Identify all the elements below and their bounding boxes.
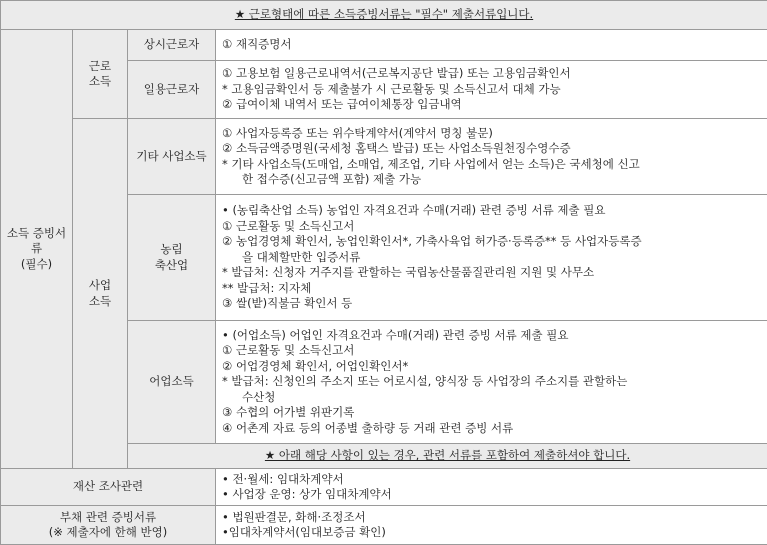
fishery-doc-line: ④ 어촌계 자료 등의 어종별 출하량 등 거래 관련 증빙 서류 bbox=[222, 421, 767, 437]
daily-doc-line: ② 급여이체 내역서 또는 급여이체통장 입금내역 bbox=[222, 97, 767, 113]
property-docs bbox=[216, 469, 767, 506]
farm-doc-line: ③ 쌀(밭)직불금 확인서 등 bbox=[222, 296, 767, 312]
farm-doc-line: * 발급처: 신청자 거주지를 관할하는 국립농산물품질관리원 지원 및 사무소 bbox=[222, 265, 767, 281]
regular-worker-label: 상시근로자 bbox=[128, 30, 216, 61]
fishery-doc-line: ③ 수협의 어가별 위판기록 bbox=[222, 405, 767, 421]
other-business-label: 기타 사업소득 bbox=[128, 119, 216, 195]
business-income-label bbox=[73, 119, 128, 469]
debt-docs bbox=[216, 506, 767, 545]
income-proof-label-line3: (필수) bbox=[3, 257, 70, 273]
labor-income-label bbox=[73, 30, 128, 119]
fishery-label: 어업소득 bbox=[128, 321, 216, 444]
farm-docs bbox=[216, 195, 767, 321]
income-proof-label bbox=[1, 30, 73, 469]
farm-doc-line: ① 근로활동 및 소득신고서 bbox=[222, 219, 767, 235]
fishery-docs bbox=[216, 321, 767, 444]
farm-label-line1: 농림 bbox=[130, 242, 213, 258]
additional-docs-header: ★ 아래 해당 사항이 있는 경우, 관련 서류를 포함하여 제출하셔야 합니다. bbox=[128, 444, 767, 469]
other-doc-line: ② 소득금액증명원(국세청 홈택스 발급) 또는 사업소득원천징수영수증 bbox=[222, 141, 767, 157]
required-docs-header: ★ 근로형태에 따른 소득증빙서류는 "필수" 제출서류입니다. bbox=[1, 1, 767, 30]
debt-label-line1: 부채 관련 증빙서류 bbox=[3, 510, 213, 526]
farm-doc-line: ② 농업경영체 확인서, 농업인확인서*, 가축사육업 허가증·등록증** 등 사업자등록증 bbox=[222, 234, 767, 250]
daily-worker-label: 일용근로자 bbox=[128, 61, 216, 119]
regular-worker-docs bbox=[216, 30, 767, 61]
labor-income-label-line1: 근로 bbox=[75, 59, 125, 75]
debt-label-line2: (※ 제출자에 한해 반영) bbox=[3, 525, 213, 541]
property-doc-line: • 사업장 운영: 상가 임대차계약서 bbox=[222, 487, 767, 503]
income-proof-label-line2: 류 bbox=[3, 241, 70, 257]
daily-doc-line: ① 고용보험 일용근로내역서(근로복지공단 발급) 또는 고용임금확인서 bbox=[222, 66, 767, 82]
other-doc-line: 한 접수증(신고금액 포함) 제출 가능 bbox=[222, 172, 767, 188]
other-doc-line: ① 사업자등록증 또는 위수탁계약서(계약서 명칭 불문) bbox=[222, 126, 767, 142]
fishery-doc-line: * 발급처: 신청인의 주소지 또는 어로시설, 양식장 등 사업장의 주소지를 관할하는 bbox=[222, 374, 767, 390]
fishery-doc-line: ② 어업경영체 확인서, 어업인확인서* bbox=[222, 359, 767, 375]
farm-doc-line: 을 대체할만한 입증서류 bbox=[222, 250, 767, 266]
daily-worker-docs bbox=[216, 61, 767, 119]
farm-label bbox=[128, 195, 216, 321]
regular-doc-line: ① 재직증명서 bbox=[222, 37, 767, 53]
labor-income-label-line2: 소득 bbox=[75, 74, 125, 90]
debt-label bbox=[1, 506, 216, 545]
daily-doc-line: * 고용임금확인서 등 제출불가 시 근로활동 및 소득신고서 대체 가능 bbox=[222, 82, 767, 98]
farm-doc-line: • (농림축산업 소득) 농업인 자격요건과 수매(거래) 관련 증빙 서류 제출 필요 bbox=[222, 203, 767, 219]
business-income-label-line1: 사업 bbox=[75, 278, 125, 294]
other-doc-line: * 기타 사업소득(도매업, 소매업, 제조업, 기타 사업에서 얻는 소득)은 국세청에 신고 bbox=[222, 157, 767, 173]
farm-label-line2: 축산업 bbox=[130, 258, 213, 274]
fishery-doc-line: 수산청 bbox=[222, 390, 767, 406]
property-label: 재산 조사관련 bbox=[1, 469, 216, 506]
debt-doc-line: •임대차계약서(임대보증금 확인) bbox=[222, 525, 767, 541]
fishery-doc-line: ① 근로활동 및 소득신고서 bbox=[222, 343, 767, 359]
business-income-label-line2: 소득 bbox=[75, 294, 125, 310]
fishery-doc-line: • (어업소득) 어업인 자격요건과 수매(거래) 관련 증빙 서류 제출 필요 bbox=[222, 328, 767, 344]
debt-doc-line: • 법원판결문, 화해·조정조서 bbox=[222, 510, 767, 526]
income-proof-label-line1: 소득 증빙서 bbox=[3, 226, 70, 242]
other-business-docs bbox=[216, 119, 767, 195]
property-doc-line: • 전·월세: 임대차계약서 bbox=[222, 472, 767, 488]
farm-doc-line: ** 발급처: 지자체 bbox=[222, 281, 767, 297]
